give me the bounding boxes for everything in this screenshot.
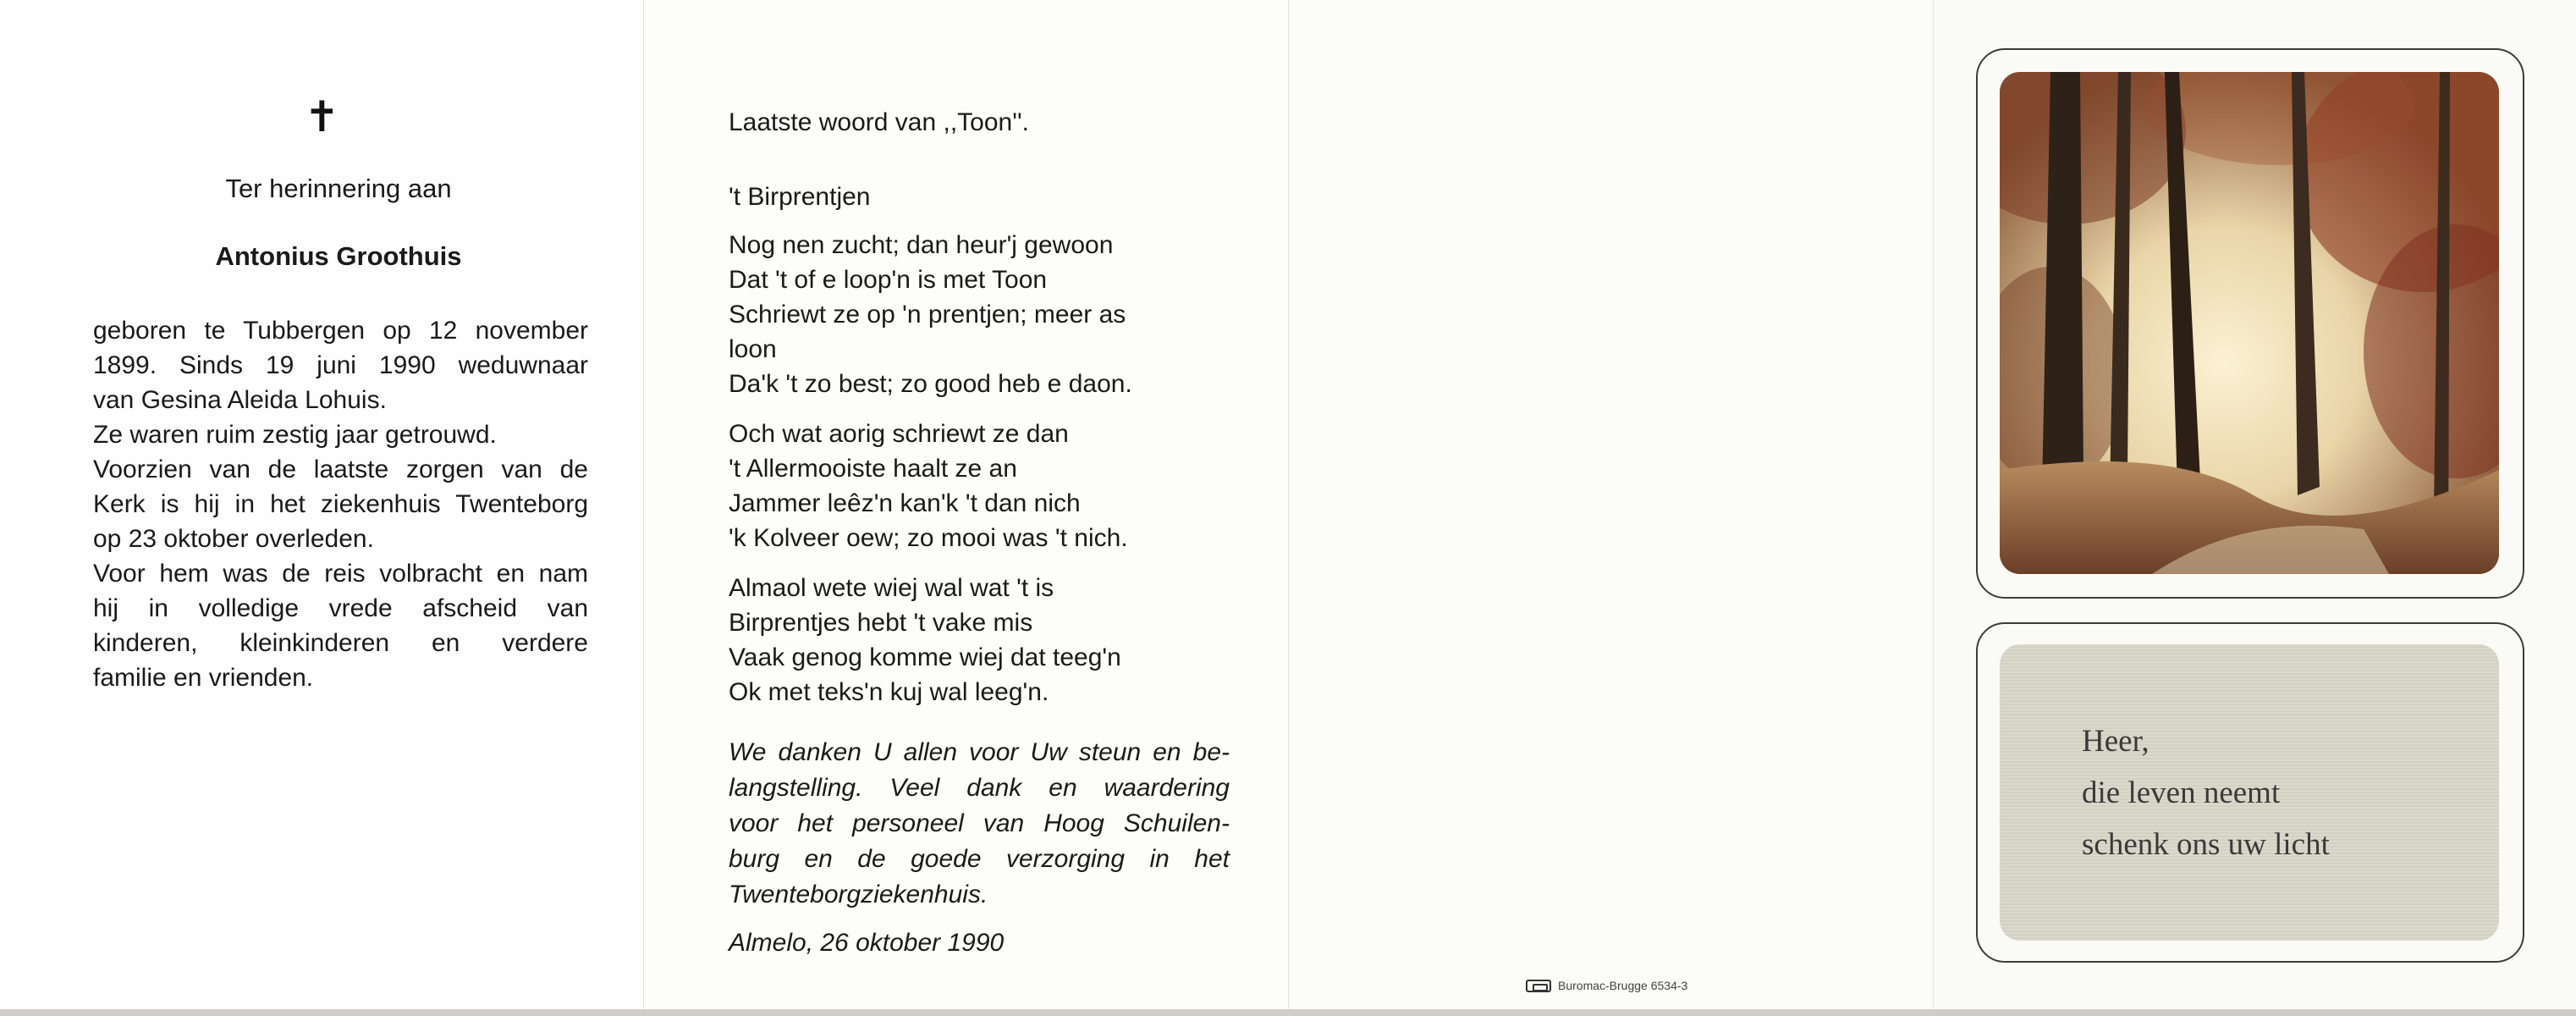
- printer-logo-icon: [1526, 980, 1551, 992]
- bio-line: Kerk is hij in het ziekenhuis Twenteborg: [93, 490, 588, 518]
- thanks-line: Twenteborgziekenhuis.: [729, 881, 988, 908]
- thanks-note: [729, 735, 1230, 913]
- back-panel: [1289, 0, 1934, 1009]
- poem-line: Dat 't of e loop'n is met Toon: [729, 266, 1048, 294]
- verse: [2082, 715, 2330, 870]
- poem-line: 'k Kolveer oew; zo mooi was 't nich.: [729, 524, 1128, 552]
- poem-line: Almaol wete wiej wal wat 't is: [729, 574, 1054, 602]
- bio-line: Ze waren ruim zestig jaar getrouwd.: [93, 421, 497, 449]
- thanks-line: burg en de goede verzorging in het: [729, 845, 1230, 873]
- poem-line: Vaak genog komme wiej dat teeg'n: [729, 643, 1121, 671]
- poem-line: Birprentjes hebt 't vake mis: [729, 609, 1033, 637]
- printer-mark: [1526, 979, 1687, 992]
- poem-title: Laatste woord van ,,Toon''.: [729, 108, 1030, 136]
- bio-line: 1899. Sinds 19 juni 1990 weduwnaar: [93, 351, 588, 379]
- poem-line: Nog nen zucht; dan heur'j gewoon: [729, 231, 1114, 259]
- bio-line: kinderen, kleinkinderen en verdere: [93, 629, 588, 657]
- poem-line: Da'k 't zo best; zo good heb e daon.: [729, 370, 1132, 398]
- poem-line: loon: [729, 335, 777, 363]
- printer-name: Buromac-Brugge 6534-3: [1558, 979, 1688, 992]
- bio-line: Voorzien van de laatste zorgen van de: [93, 456, 588, 483]
- poem-line: 't Allermooiste haalt ze an: [729, 455, 1017, 483]
- poem-line: Ok met teks'n kuj wal leeg'n.: [729, 678, 1049, 706]
- cover-panel: [1934, 0, 2576, 1009]
- card-edge: [0, 1009, 2576, 1016]
- poem-line: Och wat aorig schriewt ze dan: [729, 420, 1069, 448]
- verse-line: schenk ons uw licht: [2082, 827, 2330, 862]
- verse-line: Heer,: [2082, 724, 2149, 759]
- stanza: [729, 417, 1262, 555]
- place-date: Almelo, 26 oktober 1990: [729, 929, 1005, 957]
- thanks-line: langstelling. Veel dank en waardering: [729, 774, 1230, 802]
- bio-line: op 23 oktober overleden.: [93, 525, 374, 553]
- poem-subtitle: 't Birprentjen: [729, 183, 871, 211]
- verse-box: [2000, 644, 2499, 941]
- intro-text: Ter herinnering aan: [225, 174, 452, 203]
- bio-line: familie en vrienden.: [93, 664, 314, 692]
- poem-line: Jammer leêz'n kan'k 't dan nich: [729, 489, 1081, 517]
- cross-icon: ✝: [304, 93, 340, 141]
- poem-panel: [644, 0, 1289, 1009]
- bio-line: Voor hem was de reis volbracht en nam: [93, 560, 588, 588]
- poem-line: Schriewt ze op 'n prentjen; meer as: [729, 301, 1126, 329]
- autumn-forest-photo: [2000, 72, 2499, 574]
- thanks-line: We danken U allen voor Uw steun en be-: [729, 738, 1230, 766]
- memorial-panel: [0, 0, 644, 1009]
- bio-line: hij in volledige vrede afscheid van: [93, 594, 588, 622]
- forest-illustration: [2000, 72, 2499, 574]
- poem: [729, 105, 1262, 725]
- stanza: [729, 228, 1262, 401]
- verse-line: die leven neemt: [2082, 776, 2281, 810]
- deceased-name: Antonius Groothuis: [215, 241, 462, 271]
- thanks-line: voor het personeel van Hoog Schuilen-: [729, 809, 1230, 837]
- bio-line: van Gesina Aleida Lohuis.: [93, 386, 387, 414]
- bio-line: geboren te Tubbergen op 12 november: [93, 317, 588, 345]
- stanza: [729, 571, 1262, 710]
- biography: [93, 313, 588, 695]
